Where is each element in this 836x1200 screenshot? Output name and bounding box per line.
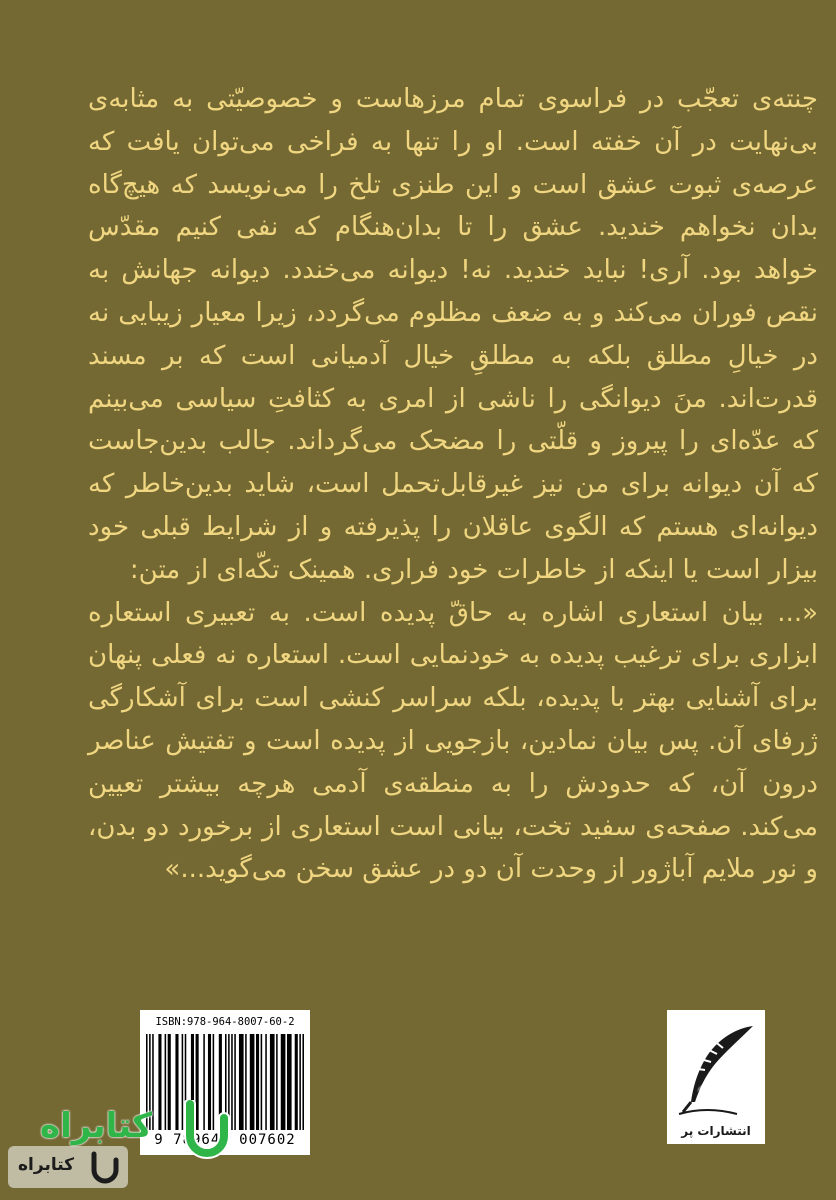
watermark-large-text: کتابراه bbox=[40, 1106, 153, 1146]
barcode-digits: 9 789648 007602 bbox=[154, 1132, 296, 1148]
barcode-bar bbox=[276, 1034, 278, 1130]
barcode-bar bbox=[231, 1034, 233, 1130]
watermark-small-text: کتابراه bbox=[18, 1155, 75, 1175]
barcode-bar bbox=[182, 1034, 184, 1130]
barcode-bar bbox=[158, 1034, 161, 1130]
barcode-bar bbox=[261, 1034, 263, 1130]
excerpt-paragraph: «... بیان استعاری اشاره به حاقّ پدیده است. به تعبیری استعاره ابزاری برای ترغیب پدیده به خودنمایی است. استعاره نه فعلی پنهان برای آشنایی بهتر با پدیده، بلکه سراسر کنشی است برای آشکارگی ژرفای آن. پس بیان نمادین، بازجویی از پدیده است و تفتیش عناصر درون آن، که حدودش را به منطقه‌ی آدمی هرچه بیشتر تعیین می‌کند. صفحه‌ی سفید تخت، بیانی است استعاری از برخورد دو بدن، و نور ملایم آباژور از وحدت آن دو در عشق سخن می‌گوید...» bbox=[88, 597, 818, 885]
barcode-bar bbox=[265, 1034, 267, 1130]
ketabrah-logo-icon bbox=[184, 1100, 230, 1160]
barcode-bar bbox=[295, 1034, 298, 1130]
barcode-bar bbox=[239, 1034, 244, 1130]
barcode-bar bbox=[245, 1034, 247, 1130]
barcode-bar bbox=[175, 1034, 178, 1130]
barcode-bar bbox=[281, 1034, 286, 1130]
ketabrah-small-logo-icon bbox=[88, 1150, 122, 1184]
feather-quill-icon bbox=[667, 1010, 765, 1118]
barcode-bar bbox=[165, 1034, 167, 1130]
barcode-bar bbox=[152, 1034, 154, 1130]
barcode-bar bbox=[302, 1034, 304, 1130]
barcode-bar bbox=[168, 1034, 171, 1130]
barcode-bar bbox=[287, 1034, 292, 1130]
back-cover-text bbox=[88, 78, 818, 891]
barcode-bar bbox=[234, 1034, 236, 1130]
barcode-bar bbox=[250, 1034, 255, 1130]
isbn-label: ISBN:978-964-8007-60-2 bbox=[155, 1016, 295, 1028]
synopsis-paragraph: چنته‌ی تعجّب در فراسوی تمام مرزهاست و خصوصیّتی به مثابه‌ی بی‌نهایت در آن خفته است. او را تنها به فراخی می‌توان یافت که عرصه‌ی ثبوت عشق است و این طنزی تلخ را می‌نویسد که هیچ‌گاه بدان نخواهم خندید. عشق را تا بدان‌هنگام که نفی کنیم مقدّس خواهد بود. آری! نباید خندید. نه! دیوانه می‌خندد. دیوانه جهانش به نقص فوران می‌کند و به ضعف مظلوم می‌گردد، زیرا معیار زیبایی نه در خیالِ مطلق بلکه به مطلقِ خیال آدمیانی است که بر مسند قدرت‌اند. منَ دیوانگی را ناشی از امری به کثافتِ سیاسی می‌بینم که عدّه‌ای را پیروز و قلّتی را مضحک می‌گرداند. جالب بدین‌جاست که آن دیوانه برای من نیز غیرقابل‌تحمل است، شاید بدین‌خاطر که دیوانه‌ای هستم که الگوی عاقلان را پذیرفته و از شرایط قبلی خود بیزار است یا اینکه از خاطرات خود فراری. همینک تکّه‌ای از متن: bbox=[88, 84, 818, 585]
publisher-logo bbox=[667, 1010, 765, 1144]
barcode-bar bbox=[256, 1034, 259, 1130]
barcode-bar bbox=[299, 1034, 301, 1130]
barcode-bar bbox=[270, 1034, 275, 1130]
publisher-name: انتشارات پر bbox=[681, 1124, 751, 1138]
watermark-small bbox=[8, 1146, 128, 1188]
